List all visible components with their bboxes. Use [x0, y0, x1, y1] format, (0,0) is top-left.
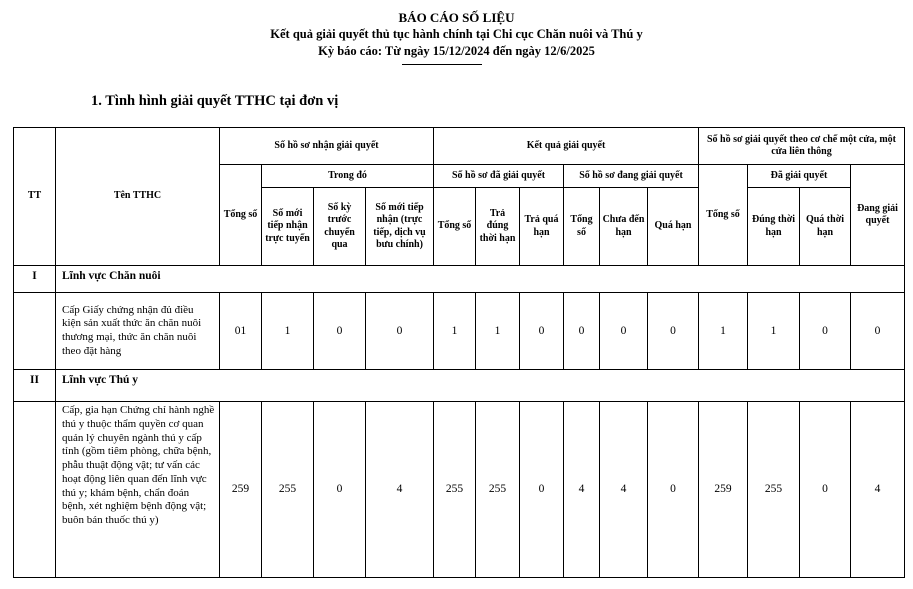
- table-row: [14, 293, 905, 370]
- header-new-direct: Số mới tiếp nhận (trực tiếp, dịch vụ bưu chính): [366, 188, 434, 266]
- cell-value: 1: [476, 293, 520, 370]
- cell-value: 4: [564, 402, 600, 578]
- section-roman: I: [14, 266, 56, 293]
- cell-value: 0: [648, 402, 699, 578]
- header-processing: Đang giải quyết: [851, 165, 905, 266]
- header-ten-tthc: Tên TTHC: [56, 128, 220, 266]
- cell-value: 255: [476, 402, 520, 578]
- header-trong-do: Trong đó: [262, 165, 434, 188]
- cell-value: 0: [520, 402, 564, 578]
- header-new-online: Số mới tiếp nhận trực tuyến: [262, 188, 314, 266]
- report-period: Kỳ báo cáo: Từ ngày 15/12/2024 đến ngày 12/6/2025: [318, 44, 595, 58]
- cell-value: 0: [314, 293, 366, 370]
- header-onestop-on-time: Đúng thời hạn: [748, 188, 800, 266]
- section-row: [14, 370, 905, 402]
- title-divider: [402, 64, 482, 65]
- header-onestop-overdue: Quá thời hạn: [800, 188, 851, 266]
- header-not-due: Chưa đến hạn: [600, 188, 648, 266]
- header-pending-total: Tổng số: [564, 188, 600, 266]
- header-onestop-total: Tổng số: [699, 165, 748, 266]
- cell-value: 259: [699, 402, 748, 578]
- section-roman: II: [14, 370, 56, 402]
- cell-value: 01: [220, 293, 262, 370]
- header-received-group: Số hồ sơ nhận giải quyết: [220, 128, 434, 165]
- cell-value: 0: [520, 293, 564, 370]
- header-on-time: Trả đúng thời hạn: [476, 188, 520, 266]
- header-received-total: Tổng số: [220, 165, 262, 266]
- cell-value: 0: [314, 402, 366, 578]
- header-past-due: Quá hạn: [648, 188, 699, 266]
- cell-value: 4: [851, 402, 905, 578]
- row-tt: [14, 402, 56, 578]
- cell-value: 259: [220, 402, 262, 578]
- cell-value: 1: [262, 293, 314, 370]
- header-pending-sub: Số hồ sơ đang giải quyết: [564, 165, 699, 188]
- table-row: [14, 402, 905, 578]
- header-overdue: Trả quá hạn: [520, 188, 564, 266]
- procedure-name: Cấp Giấy chứng nhận đủ điều kiện sản xuất thức ăn chăn nuôi thương mại, thức ăn chăn nuôi theo đặt hàng: [56, 293, 220, 370]
- header-carried-over: Số kỳ trước chuyển qua: [314, 188, 366, 266]
- cell-value: 255: [262, 402, 314, 578]
- cell-value: 0: [648, 293, 699, 370]
- section-title: Lĩnh vực Thú y: [56, 370, 905, 402]
- header-solved-total: Tổng số: [434, 188, 476, 266]
- cell-value: 0: [366, 293, 434, 370]
- header-onestop-group: Số hồ sơ giải quyết theo cơ chế một cửa, một cửa liên thông: [699, 128, 905, 165]
- tthc-report-table: [13, 127, 905, 578]
- cell-value: 4: [366, 402, 434, 578]
- header-result-group: Kết quả giải quyết: [434, 128, 699, 165]
- report-subtitle: Kết quả giải quyết thủ tục hành chính tại Chi cục Chăn nuôi và Thú y: [270, 27, 643, 41]
- cell-value: 1: [699, 293, 748, 370]
- cell-value: 0: [800, 402, 851, 578]
- section-row: [14, 266, 905, 293]
- cell-value: 1: [434, 293, 476, 370]
- cell-value: 0: [600, 293, 648, 370]
- cell-value: 0: [851, 293, 905, 370]
- report-title: BÁO CÁO SỐ LIỆU: [398, 10, 515, 25]
- cell-value: 255: [434, 402, 476, 578]
- header-onestop-solved: Đã giải quyết: [748, 165, 851, 188]
- header-solved-sub: Số hồ sơ đã giải quyết: [434, 165, 564, 188]
- cell-value: 1: [748, 293, 800, 370]
- row-tt: [14, 293, 56, 370]
- cell-value: 4: [600, 402, 648, 578]
- section-heading: 1. Tình hình giải quyết TTHC tại đơn vị: [91, 93, 339, 109]
- header-tt: TT: [14, 128, 56, 266]
- cell-value: 0: [564, 293, 600, 370]
- cell-value: 0: [800, 293, 851, 370]
- procedure-name: Cấp, gia hạn Chứng chỉ hành nghề thú y thuộc thẩm quyền cơ quan quản lý chuyên ngành thú y cấp tỉnh (gồm tiêm phòng, chữa bệnh, phẫu thuật động vật; tư vấn các hoạt động liên quan đến lĩnh vực thú y; khám bệnh, chẩn đoán bệnh, xét nghiệm bệnh động vật; buôn bán thuốc thú y): [56, 402, 220, 578]
- section-title: Lĩnh vực Chăn nuôi: [56, 266, 905, 293]
- cell-value: 255: [748, 402, 800, 578]
